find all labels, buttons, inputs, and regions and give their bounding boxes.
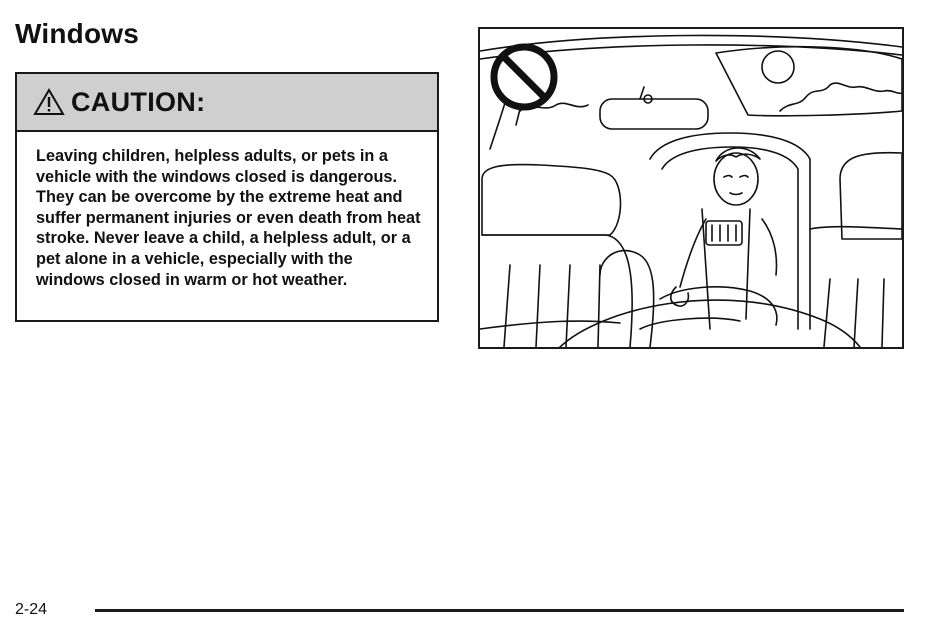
page-title: Windows <box>15 18 140 49</box>
child-in-car-illustration <box>478 27 904 349</box>
page-number: 2-24 <box>15 601 48 618</box>
caution-label: CAUTION: <box>71 86 206 117</box>
caution-text: Leaving children, helpless adults, or pets in a vehicle with the windows closed is dangerous. They can be overcome by the extreme heat and suffer permanent injuries or even death from heat stroke. Never leave a child, a helpless adult, or a pet alone in a vehicle, especially with the windows closed in warm or hot weather. <box>36 147 421 289</box>
caution-header <box>17 74 437 132</box>
prohibition-icon <box>494 47 554 107</box>
warning-triangle-icon <box>33 88 65 116</box>
footer-rule <box>95 609 904 612</box>
caution-box <box>15 72 439 322</box>
